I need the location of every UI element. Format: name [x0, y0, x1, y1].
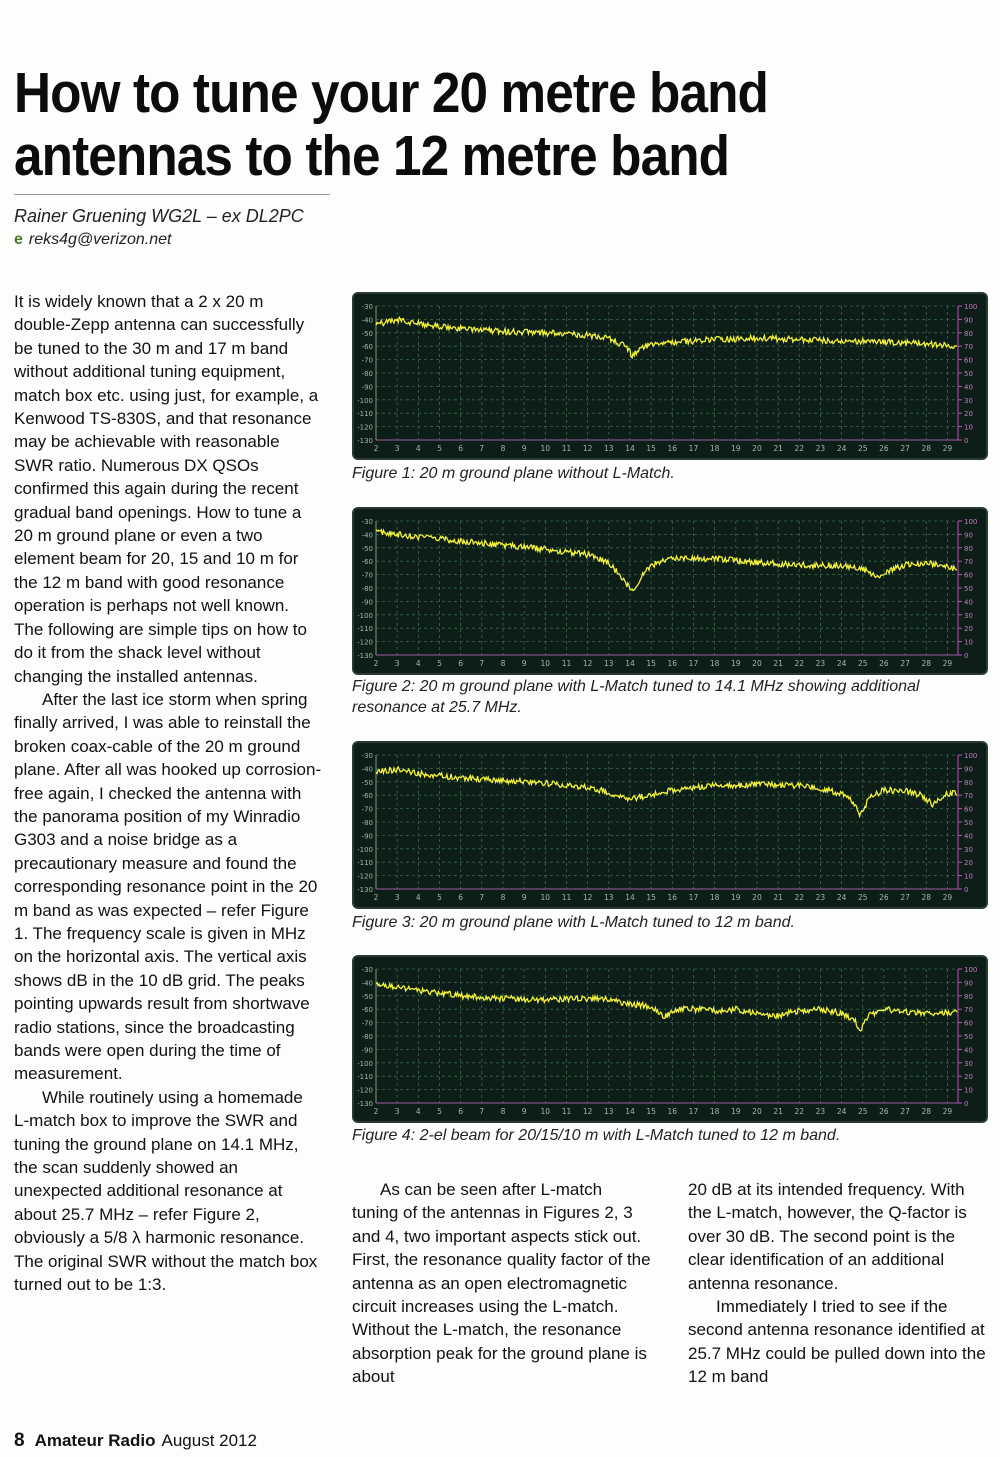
- author-email: [14, 231, 171, 249]
- y-tick-label: -70: [361, 356, 373, 365]
- x-tick-label: 27: [900, 1107, 910, 1116]
- x-tick-label: 27: [900, 659, 910, 668]
- figure-4-caption: Figure 4: 2-el beam for 20/15/10 m with L-Match tuned to 12 m band.: [352, 1127, 841, 1144]
- x-tick-label: 26: [879, 1107, 889, 1116]
- x-tick-label: 21: [773, 444, 783, 453]
- y-tick-label: -50: [361, 992, 373, 1001]
- grid: [376, 969, 958, 1103]
- y-tick-label: -60: [361, 792, 373, 801]
- y2-tick-label: 100: [964, 518, 978, 526]
- x-tick-label: 19: [731, 444, 741, 453]
- y-tick-label: -130: [357, 652, 373, 660]
- y2-tick-label: 80: [964, 544, 973, 553]
- y-tick-label: -40: [361, 979, 373, 988]
- y2-tick-label: 70: [964, 1006, 973, 1015]
- x-tick-label: 4: [415, 893, 421, 902]
- x-tick-label: 27: [900, 444, 910, 453]
- x-tick-label: 4: [415, 1107, 421, 1116]
- x-tick-label: 6: [458, 1107, 464, 1116]
- paragraph-1: It is widely known that a 2 x 20 m double-Zepp antenna can successfully be tuned to the 30 m and 17 m band without additional tuning equipment, match box etc. using just, for example, a Kenwood TS-830S, and that resonance may be achievable with reasonable SWR ratio. Numerous DX QSOs confirmed this again during the recent gradual band openings. How to tune a 20 m ground plane or even a two element beam for 20, 15 and 10 m for the 12 m band with good resonance operation is perhaps not well known. The following are simple tips on how to do it from the shack level without changing the installed antennas.: [14, 292, 319, 686]
- x-tick-label: 24: [836, 893, 847, 902]
- x-tick-label: 5: [437, 893, 442, 902]
- x-tick-label: 19: [731, 659, 741, 668]
- y-tick-label: -90: [361, 832, 373, 841]
- body-column-left: [14, 290, 322, 1296]
- x-tick-label: 27: [900, 893, 910, 902]
- figure-4-chart: [352, 955, 988, 1123]
- x-tick-label: 11: [561, 893, 572, 902]
- grid: [376, 306, 958, 440]
- y-tick-label: -50: [361, 778, 373, 787]
- y-tick-label: -130: [357, 437, 373, 445]
- x-tick-label: 8: [500, 444, 506, 453]
- y2-tick-label: 90: [964, 765, 973, 774]
- y2-tick-label: 90: [964, 316, 973, 325]
- y2-tick-label: 40: [964, 1046, 973, 1055]
- y2-tick-label: 70: [964, 343, 973, 352]
- figure-3-chart: [352, 741, 988, 909]
- y2-tick-label: 10: [964, 638, 973, 647]
- x-tick-label: 12: [582, 444, 593, 453]
- y-tick-label: -30: [361, 303, 373, 311]
- x-tick-label: 14: [625, 444, 635, 453]
- y2-tick-label: 60: [964, 356, 973, 365]
- y-tick-label: -40: [361, 531, 373, 540]
- x-tick-label: 14: [625, 659, 635, 668]
- x-tick-label: 13: [604, 893, 614, 902]
- x-tick-label: 22: [794, 444, 805, 453]
- x-tick-label: 7: [479, 444, 485, 453]
- y2-tick-label: 0: [964, 652, 969, 660]
- y-tick-label: -80: [361, 819, 373, 827]
- x-tick-label: 29: [942, 444, 953, 453]
- y-tick-label: -120: [357, 1086, 373, 1095]
- x-tick-label: 13: [604, 659, 614, 668]
- article-title: [14, 62, 878, 188]
- y2-tick-label: 40: [964, 598, 973, 607]
- y2-tick-label: 10: [964, 423, 973, 432]
- y2-tick-label: 50: [964, 1033, 973, 1041]
- x-tick-label: 17: [688, 893, 699, 902]
- x-tick-label: 15: [646, 444, 656, 453]
- x-tick-label: 13: [604, 444, 614, 453]
- figure-3-caption: Figure 3: 20 m ground plane with L-Match tuned to 12 m band.: [352, 914, 795, 931]
- y-tick-label: -100: [357, 845, 373, 854]
- x-tick-label: 11: [561, 444, 572, 453]
- x-tick-label: 7: [479, 893, 485, 902]
- paragraph-3: While routinely using a homemade L-match box to improve the SWR and tuning the ground plane on 14.1 MHz, the scan suddenly showed an unexpected additional resonance at about 25.7 MHz – refer Figure 2, obviously a 5/8 λ harmonic resonance. The original SWR without the match box turned out to be 1:3.: [14, 1087, 318, 1295]
- x-tick-label: 10: [540, 893, 551, 902]
- x-tick-label: 4: [415, 659, 421, 668]
- x-tick-label: 25: [857, 444, 868, 453]
- x-tick-label: 29: [942, 1107, 953, 1116]
- x-tick-label: 8: [500, 893, 506, 902]
- x-tick-label: 21: [773, 1107, 783, 1116]
- x-tick-label: 15: [646, 893, 656, 902]
- x-tick-label: 21: [773, 893, 783, 902]
- y2-tick-label: 60: [964, 805, 973, 814]
- y2-tick-label: 30: [964, 396, 973, 405]
- y2-tick-label: 40: [964, 832, 973, 841]
- y-tick-label: -130: [357, 886, 373, 894]
- y2-tick-label: 90: [964, 531, 973, 540]
- y-tick-label: -90: [361, 383, 373, 392]
- y-tick-label: -30: [361, 966, 373, 974]
- x-tick-label: 22: [794, 1107, 805, 1116]
- x-tick-label: 28: [921, 1107, 932, 1116]
- x-tick-label: 16: [667, 444, 678, 453]
- figure-3-svg: [354, 743, 986, 907]
- y2-tick-label: 30: [964, 1059, 973, 1068]
- y2-tick-label: 30: [964, 845, 973, 854]
- y-tick-label: -110: [357, 1073, 373, 1082]
- x-tick-label: 18: [709, 893, 720, 902]
- paragraph-2: After the last ice storm when spring finally arrived, I was able to reinstall the broken coax-cable of the 20 m ground plane. After all was hooked up corrosion-free again, I checked the antenna with the panorama position of my Winradio G303 and a noise bridge as a precautionary measure and found the corresponding resonance point in the 20 m band as was expected – refer Figure 1. The frequency scale is given in MHz on the horizontal axis. The vertical axis shows dB in the 10 dB grid. The peaks pointing upwards result from shortwave radio stations, since the broadcasting bands were open during the time of measurement.: [14, 689, 322, 1084]
- y2-tick-label: 80: [964, 329, 973, 338]
- x-tick-label: 9: [521, 444, 527, 453]
- y-tick-label: -120: [357, 638, 373, 647]
- x-tick-label: 28: [921, 659, 932, 668]
- x-tick-label: 24: [836, 444, 847, 453]
- y2-tick-label: 10: [964, 872, 973, 881]
- x-tick-label: 26: [879, 659, 889, 668]
- x-tick-label: 23: [815, 1107, 826, 1116]
- y-tick-label: -100: [357, 396, 373, 405]
- x-tick-label: 22: [794, 659, 805, 668]
- x-tick-label: 22: [794, 893, 805, 902]
- y-tick-label: -100: [357, 1059, 373, 1068]
- y-tick-label: -40: [361, 765, 373, 774]
- x-tick-label: 5: [437, 444, 442, 453]
- y-tick-label: -60: [361, 1006, 373, 1015]
- x-tick-label: 15: [646, 659, 656, 668]
- paragraph-6: Immediately I tried to see if the second antenna resonance identified at 25.7 MHz could be pulled down into the 12 m band: [688, 1297, 986, 1387]
- x-tick-label: 20: [752, 659, 762, 668]
- title-rule: [14, 194, 330, 195]
- x-tick-label: 25: [857, 893, 868, 902]
- x-tick-label: 16: [667, 1107, 678, 1116]
- x-tick-label: 16: [667, 893, 678, 902]
- paragraph-5: 20 dB at its intended frequency. With the L-match, however, the Q-factor is over 30 dB. The second point is the clear identification of an additional antenna resonance.: [688, 1180, 967, 1293]
- x-tick-label: 9: [521, 659, 527, 668]
- x-tick-label: 13: [604, 1107, 614, 1116]
- x-tick-label: 19: [731, 1107, 741, 1116]
- x-tick-label: 3: [394, 1107, 400, 1116]
- x-tick-label: 11: [561, 1107, 572, 1116]
- figure-2-svg: [354, 509, 986, 673]
- x-tick-label: 9: [521, 1107, 527, 1116]
- x-tick-label: 19: [731, 893, 741, 902]
- x-tick-label: 2: [373, 1107, 379, 1116]
- x-tick-label: 18: [709, 444, 720, 453]
- page-footer: [14, 1430, 257, 1452]
- y-tick-label: -60: [361, 343, 373, 352]
- title-line-1: How to tune your 20 metre band: [14, 61, 769, 125]
- y-tick-label: -100: [357, 611, 373, 620]
- x-tick-label: 29: [942, 659, 953, 668]
- y-tick-label: -110: [357, 410, 373, 419]
- x-tick-label: 15: [646, 1107, 656, 1116]
- y2-tick-label: 10: [964, 1086, 973, 1095]
- y-tick-label: -50: [361, 544, 373, 553]
- y2-tick-label: 50: [964, 370, 973, 378]
- x-tick-label: 17: [688, 659, 699, 668]
- x-tick-label: 20: [752, 893, 762, 902]
- y2-tick-label: 100: [964, 752, 978, 760]
- y2-tick-label: 0: [964, 1100, 969, 1108]
- x-tick-label: 7: [479, 659, 485, 668]
- y2-tick-label: 50: [964, 585, 973, 593]
- y-tick-label: -120: [357, 423, 373, 432]
- x-tick-label: 14: [625, 893, 635, 902]
- y2-tick-label: 30: [964, 611, 973, 620]
- email-address: reks4g@verizon.net: [28, 231, 172, 248]
- grid: [376, 755, 958, 889]
- email-label: e: [14, 231, 23, 248]
- x-tick-label: 25: [857, 1107, 868, 1116]
- y-tick-label: -80: [361, 1033, 373, 1041]
- y2-tick-label: 60: [964, 1019, 973, 1028]
- y2-tick-label: 40: [964, 383, 973, 392]
- title-line-2: antennas to the 12 metre band: [14, 124, 730, 188]
- x-tick-label: 3: [394, 893, 400, 902]
- x-tick-label: 23: [815, 659, 826, 668]
- figure-1-caption: Figure 1: 20 m ground plane without L-Match.: [352, 465, 675, 482]
- x-tick-label: 24: [836, 1107, 847, 1116]
- x-tick-label: 3: [394, 444, 400, 453]
- y2-tick-label: 60: [964, 571, 973, 580]
- y2-tick-label: 70: [964, 558, 973, 567]
- y-tick-label: -80: [361, 585, 373, 593]
- y-tick-label: -30: [361, 518, 373, 526]
- y2-tick-label: 20: [964, 410, 973, 419]
- y2-tick-label: 70: [964, 792, 973, 801]
- x-tick-label: 20: [752, 1107, 762, 1116]
- x-tick-label: 18: [709, 1107, 720, 1116]
- x-tick-label: 2: [373, 444, 379, 453]
- body-column-right: [688, 1178, 988, 1389]
- page-number: 8: [14, 1430, 25, 1451]
- x-tick-label: 5: [437, 1107, 442, 1116]
- y-tick-label: -70: [361, 571, 373, 580]
- figure-1-svg: [354, 294, 986, 458]
- x-tick-label: 3: [394, 659, 400, 668]
- trace-line: [376, 317, 957, 358]
- x-tick-label: 8: [500, 1107, 506, 1116]
- y2-tick-label: 20: [964, 1073, 973, 1082]
- y2-tick-label: 20: [964, 625, 973, 634]
- x-tick-label: 25: [857, 659, 868, 668]
- x-tick-label: 5: [437, 659, 442, 668]
- x-tick-label: 12: [582, 1107, 593, 1116]
- y-tick-label: -60: [361, 558, 373, 567]
- y2-tick-label: 100: [964, 966, 978, 974]
- x-tick-label: 6: [458, 659, 464, 668]
- y-tick-label: -80: [361, 370, 373, 378]
- x-tick-label: 23: [815, 893, 826, 902]
- x-tick-label: 17: [688, 444, 699, 453]
- x-tick-label: 14: [625, 1107, 635, 1116]
- x-tick-label: 21: [773, 659, 783, 668]
- x-tick-label: 2: [373, 893, 379, 902]
- author-byline: Rainer Gruening WG2L – ex DL2PC: [14, 206, 304, 226]
- y2-tick-label: 80: [964, 992, 973, 1001]
- x-tick-label: 12: [582, 893, 593, 902]
- y-tick-label: -110: [357, 859, 373, 868]
- x-tick-label: 10: [540, 659, 551, 668]
- y-tick-label: -40: [361, 316, 373, 325]
- x-tick-label: 8: [500, 659, 506, 668]
- y2-tick-label: 50: [964, 819, 973, 827]
- x-tick-label: 6: [458, 893, 464, 902]
- y-tick-label: -130: [357, 1100, 373, 1108]
- y2-tick-label: 90: [964, 979, 973, 988]
- y-tick-label: -70: [361, 1019, 373, 1028]
- x-tick-label: 24: [836, 659, 847, 668]
- x-tick-label: 2: [373, 659, 379, 668]
- y2-tick-label: 100: [964, 303, 978, 311]
- x-tick-label: 7: [479, 1107, 485, 1116]
- y-tick-label: -70: [361, 805, 373, 814]
- issue-date: August 2012: [161, 1431, 257, 1450]
- x-tick-label: 10: [540, 444, 551, 453]
- y-tick-label: -90: [361, 1046, 373, 1055]
- x-tick-label: 26: [879, 893, 889, 902]
- trace-line: [376, 983, 957, 1031]
- y2-tick-label: 0: [964, 437, 969, 445]
- figure-2-chart: [352, 507, 988, 675]
- x-tick-label: 12: [582, 659, 593, 668]
- y2-tick-label: 80: [964, 778, 973, 787]
- x-tick-label: 20: [752, 444, 762, 453]
- x-tick-label: 16: [667, 659, 678, 668]
- trace-line: [376, 530, 957, 591]
- x-tick-label: 28: [921, 444, 932, 453]
- x-tick-label: 28: [921, 893, 932, 902]
- x-tick-label: 11: [561, 659, 572, 668]
- x-tick-label: 29: [942, 893, 953, 902]
- magazine-name: Amateur Radio: [34, 1431, 156, 1450]
- y-tick-label: -90: [361, 598, 373, 607]
- y2-tick-label: 20: [964, 859, 973, 868]
- x-tick-label: 23: [815, 444, 826, 453]
- x-tick-label: 18: [709, 659, 720, 668]
- figure-4-svg: [354, 957, 986, 1121]
- x-tick-label: 17: [688, 1107, 699, 1116]
- body-column-middle: [352, 1178, 652, 1389]
- x-tick-label: 4: [415, 444, 421, 453]
- paragraph-4: As can be seen after L-match tuning of the antennas in Figures 2, 3 and 4, two important aspects stick out. First, the resonance quality factor of the antenna as an open electromagnetic circuit increases using the L-match. Without the L-match, the resonance absorption peak for the ground plane is about: [352, 1180, 651, 1387]
- y2-tick-label: 0: [964, 886, 969, 894]
- x-tick-label: 26: [879, 444, 889, 453]
- y-tick-label: -30: [361, 752, 373, 760]
- x-tick-label: 9: [521, 893, 527, 902]
- figure-2-caption: Figure 2: 20 m ground plane with L-Match tuned to 14.1 MHz showing additional resonance at 25.7 MHz.: [352, 678, 920, 716]
- figure-1-chart: [352, 292, 988, 460]
- x-tick-label: 10: [540, 1107, 551, 1116]
- y-tick-label: -120: [357, 872, 373, 881]
- y-tick-label: -50: [361, 329, 373, 338]
- x-tick-label: 6: [458, 444, 464, 453]
- y-tick-label: -110: [357, 625, 373, 634]
